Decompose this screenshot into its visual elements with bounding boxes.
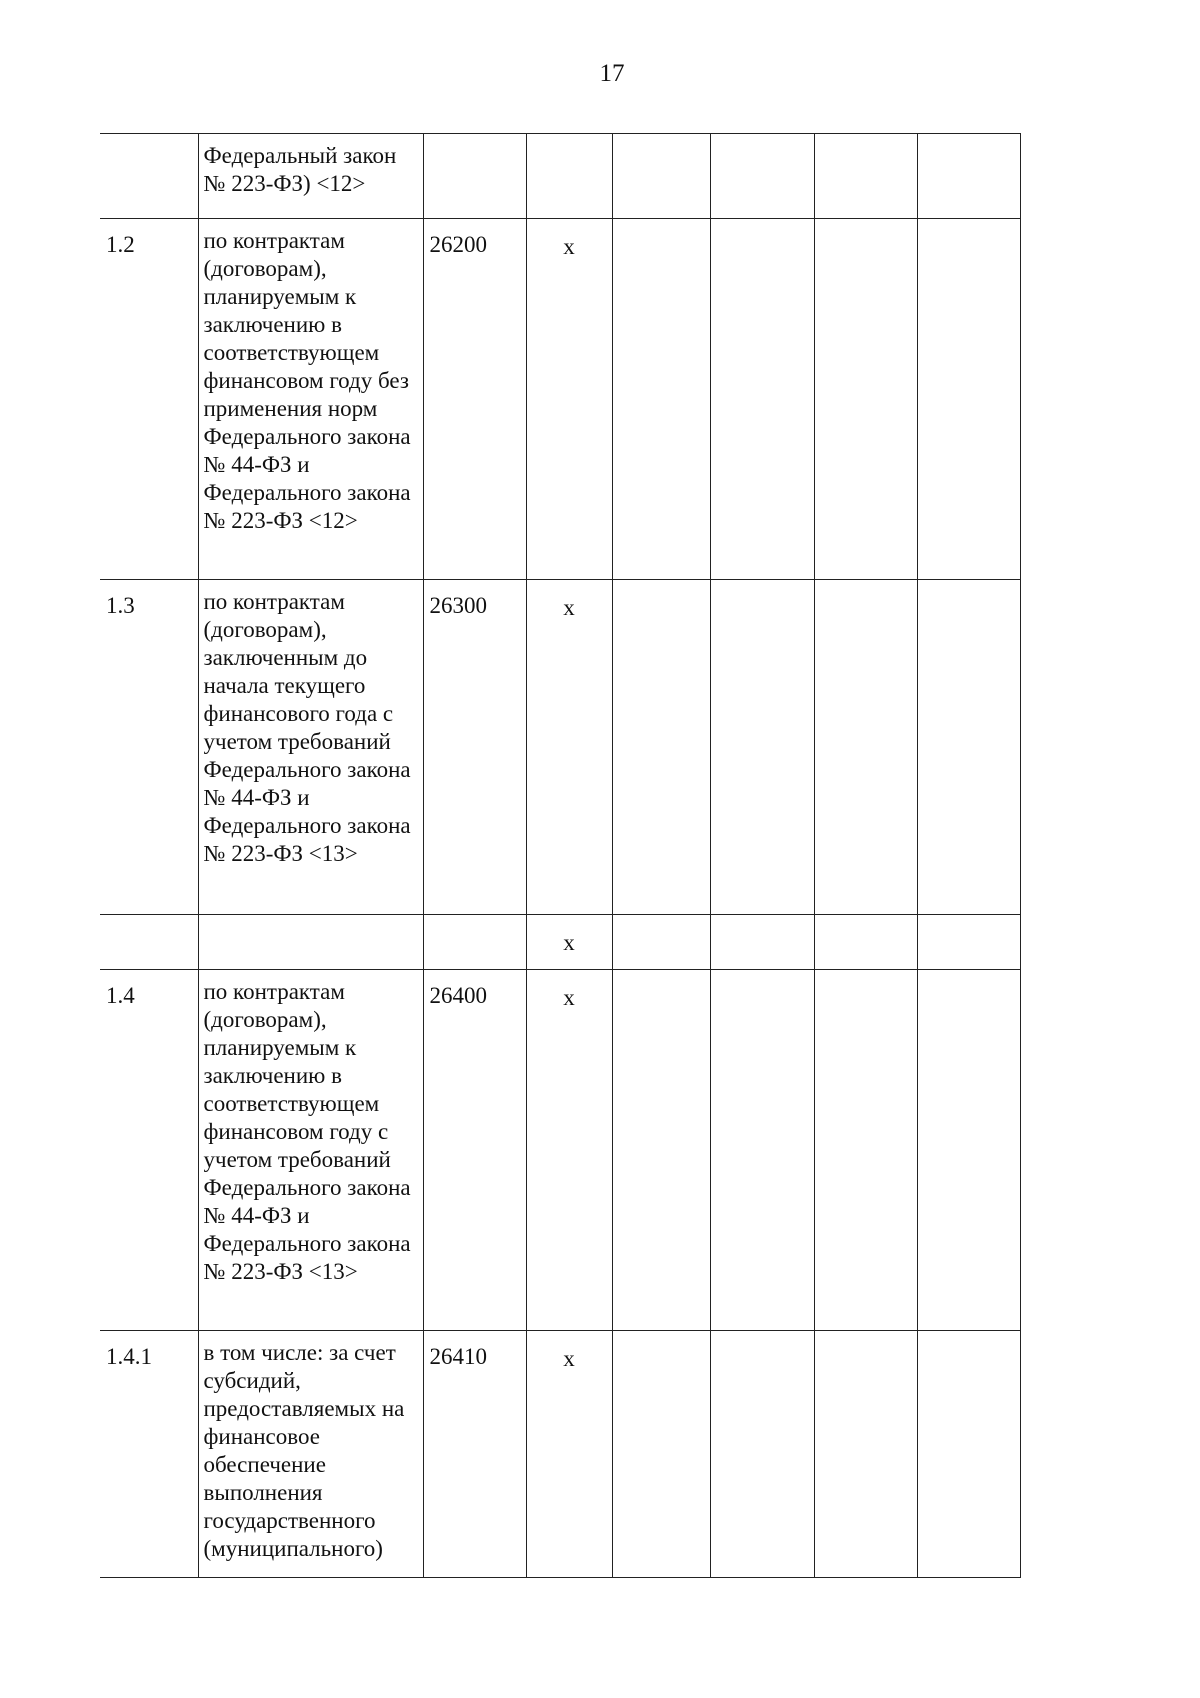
empty-cell [814, 219, 917, 580]
row-code-cell [423, 915, 526, 970]
empty-cell [612, 1331, 710, 1578]
empty-cell [917, 134, 1020, 219]
empty-cell [612, 915, 710, 970]
empty-cell [710, 970, 814, 1331]
empty-cell [710, 580, 814, 915]
empty-cell [814, 580, 917, 915]
row-description-cell: в том числе: за счет субсидий, предоставляемых на финансовое обеспечение выполнения государственного (муниципального) [198, 1331, 423, 1578]
row-number-cell: 1.2 [100, 219, 198, 580]
row-code-cell: 26400 [423, 970, 526, 1331]
row-code-cell: 26300 [423, 580, 526, 915]
row-description-cell [198, 915, 423, 970]
empty-cell [917, 915, 1020, 970]
empty-cell [612, 134, 710, 219]
row-number-cell: 1.3 [100, 580, 198, 915]
row-number-cell [100, 134, 198, 219]
empty-cell [917, 1331, 1020, 1578]
empty-cell [814, 134, 917, 219]
empty-cell [917, 970, 1020, 1331]
row-mark-cell [526, 134, 612, 219]
row-number-cell [100, 915, 198, 970]
empty-cell [814, 915, 917, 970]
row-description-cell: по контрактам (договорам), планируемым к заключению в соответствующем финансовом году без применения норм Федерального закона № 44-ФЗ и Федерального закона № 223-ФЗ <12> [198, 219, 423, 580]
table-row [100, 219, 1020, 580]
row-number-cell: 1.4.1 [100, 1331, 198, 1578]
row-code-cell: 26200 [423, 219, 526, 580]
empty-cell [814, 1331, 917, 1578]
table-row [100, 134, 1020, 219]
table-row [100, 580, 1020, 915]
empty-cell [710, 219, 814, 580]
empty-cell [710, 134, 814, 219]
row-description-cell: по контрактам (договорам), заключенным до начала текущего финансового года с учетом требований Федерального закона № 44-ФЗ и Федерального закона № 223-ФЗ <13> [198, 580, 423, 915]
empty-cell [917, 580, 1020, 915]
row-code-cell [423, 134, 526, 219]
row-mark-cell: х [526, 580, 612, 915]
table-row [100, 915, 1020, 970]
empty-cell [612, 219, 710, 580]
empty-cell [710, 1331, 814, 1578]
table-row [100, 970, 1020, 1331]
row-mark-cell: х [526, 915, 612, 970]
page-number: 17 [599, 60, 625, 87]
data-table [100, 133, 1021, 1578]
empty-cell [612, 580, 710, 915]
row-mark-cell: х [526, 219, 612, 580]
table-row [100, 1331, 1020, 1578]
empty-cell [814, 970, 917, 1331]
empty-cell [917, 219, 1020, 580]
row-mark-cell: х [526, 1331, 612, 1578]
empty-cell [612, 970, 710, 1331]
row-description-cell: по контрактам (договорам), планируемым к заключению в соответствующем финансовом году с учетом требований Федерального закона № 44-ФЗ и Федерального закона № 223-ФЗ <13> [198, 970, 423, 1331]
row-number-cell: 1.4 [100, 970, 198, 1331]
row-mark-cell: х [526, 970, 612, 1331]
row-code-cell: 26410 [423, 1331, 526, 1578]
row-description-cell: Федеральный закон № 223-ФЗ) <12> [198, 134, 423, 219]
empty-cell [710, 915, 814, 970]
